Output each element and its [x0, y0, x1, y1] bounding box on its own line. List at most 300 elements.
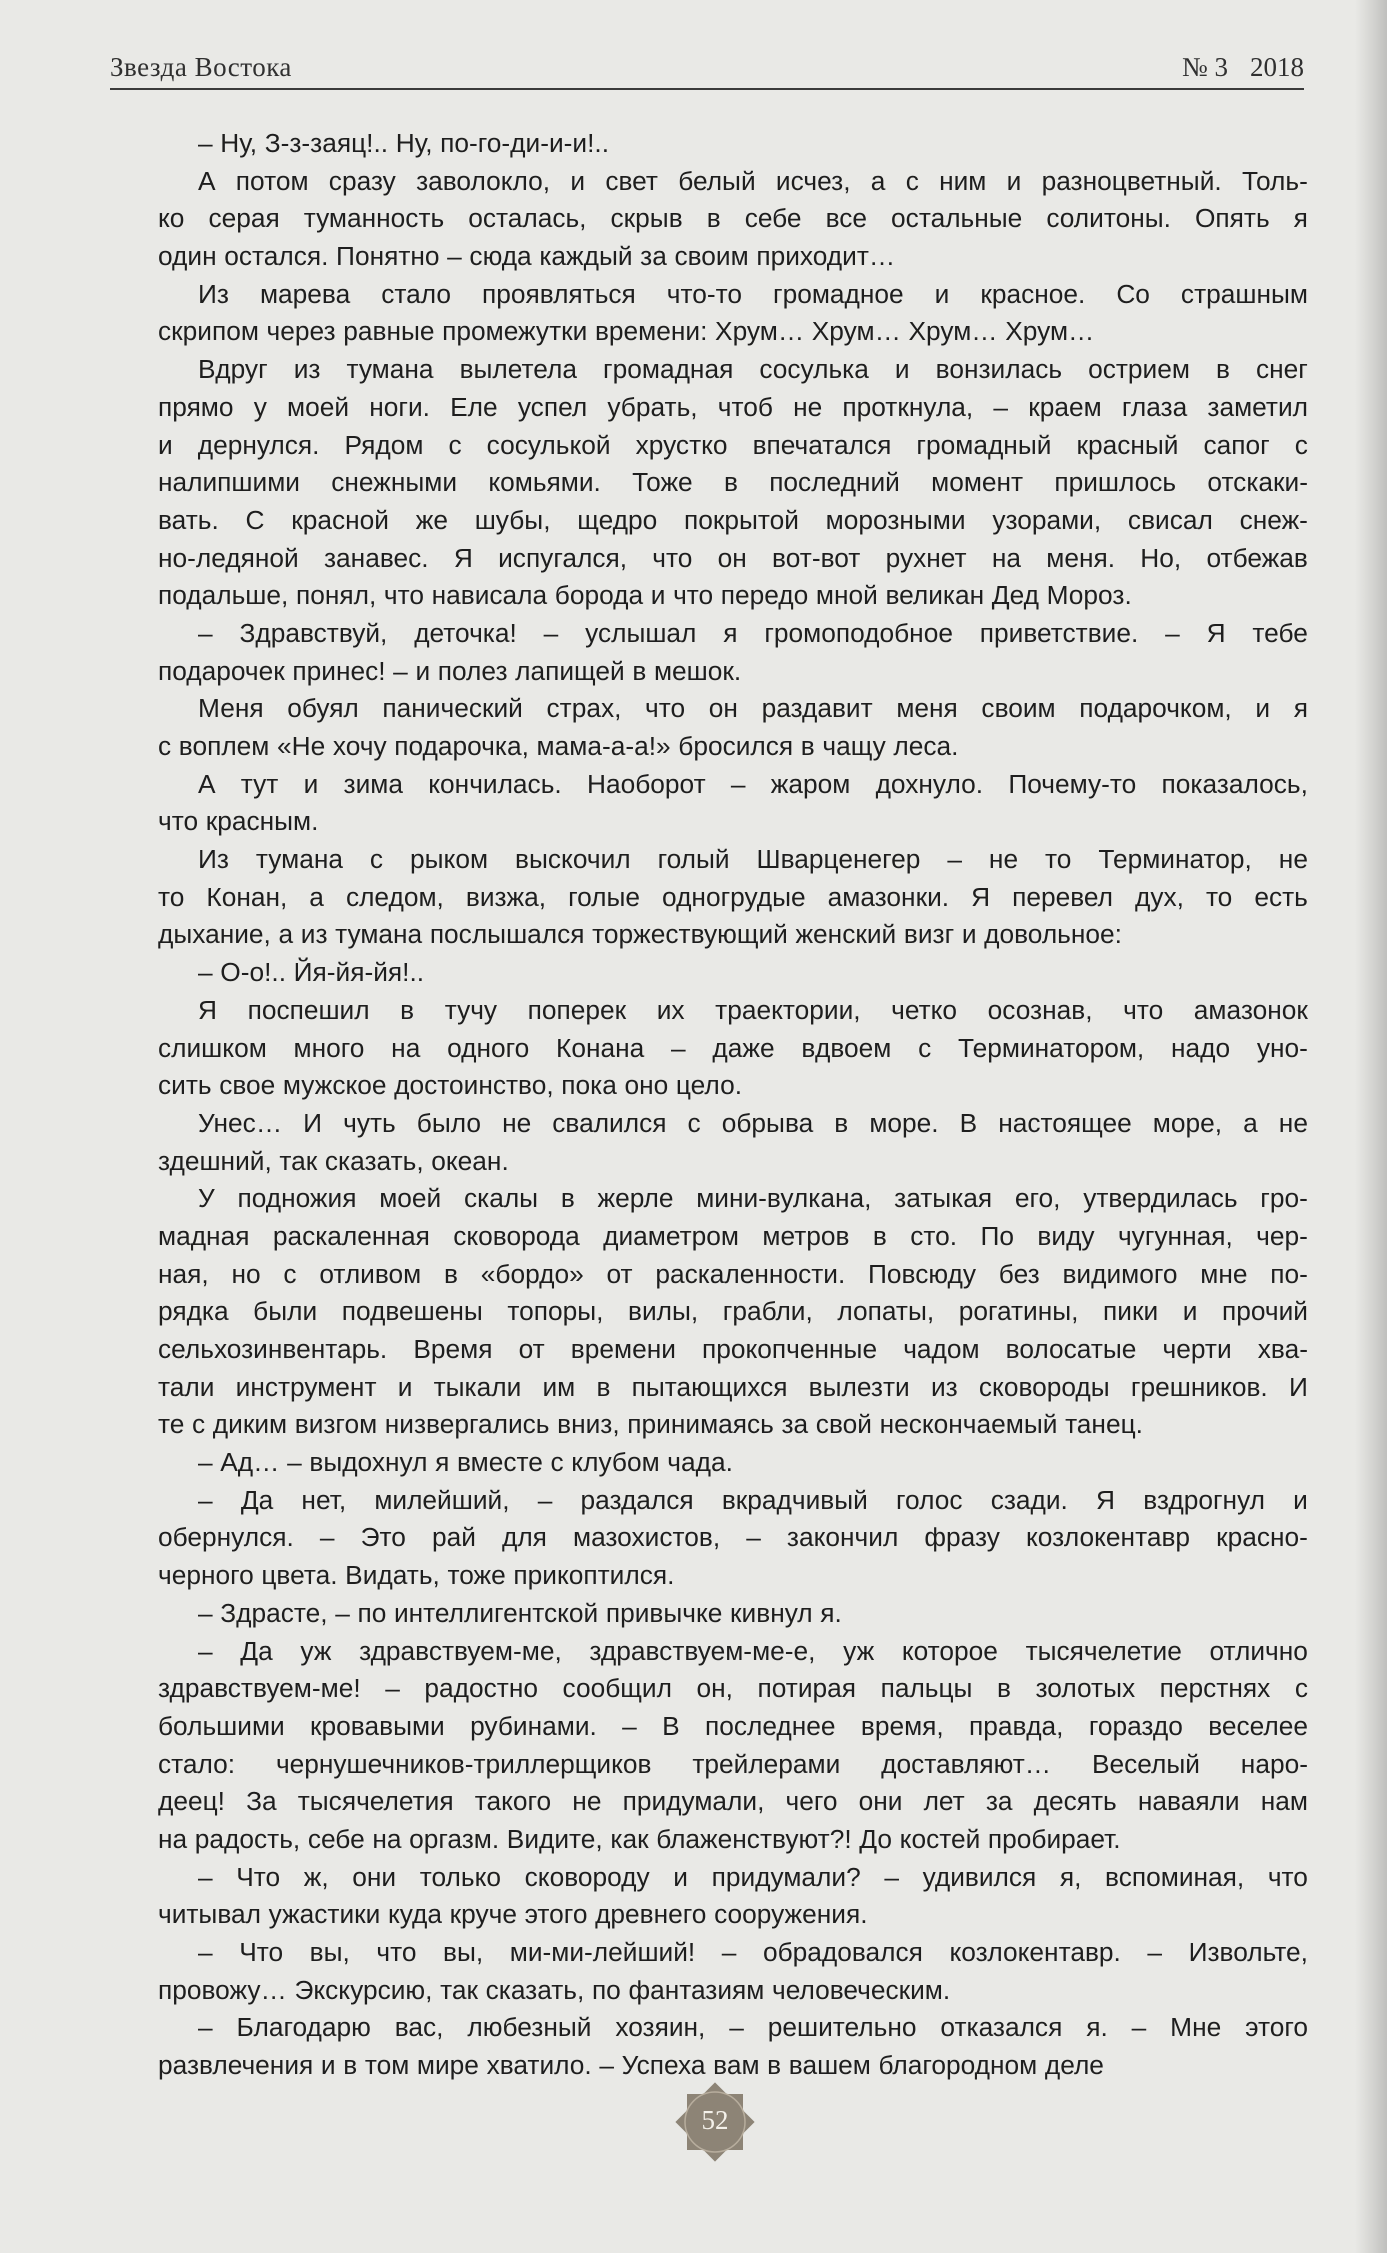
word: в [767, 2050, 782, 2081]
word: и [303, 768, 319, 799]
word: – [198, 617, 213, 648]
word: подарочек [158, 655, 285, 686]
word: и [1006, 165, 1022, 196]
word: заволокло, [416, 165, 551, 196]
word: – [198, 2012, 213, 2043]
paragraph-first-line [158, 276, 1308, 314]
word: лет [923, 1786, 965, 1817]
word: вилы, [627, 1296, 699, 1327]
paragraph-line [158, 238, 1308, 276]
paragraph-line [158, 1369, 1308, 1407]
word: их [656, 994, 685, 1025]
word: и [1255, 693, 1271, 724]
word: Опять [1194, 203, 1270, 234]
word: осталась, [468, 203, 587, 234]
paragraph-line [158, 1708, 1308, 1746]
word: вылезти [808, 1371, 910, 1402]
word: каждый [539, 241, 633, 272]
word: голый [657, 844, 730, 875]
word: и [961, 919, 977, 950]
word: диким [212, 1409, 288, 1440]
word: провожу… [158, 1974, 287, 2005]
word: не [1278, 844, 1308, 875]
word: бросился [678, 731, 794, 761]
word: Я [1206, 617, 1226, 648]
word: туманность [303, 203, 445, 234]
word: женский [795, 919, 897, 950]
word: В [662, 1710, 680, 1741]
word: довольное: [984, 919, 1122, 950]
word: раскаленности. [655, 1258, 846, 1289]
word: меня. [1046, 542, 1116, 573]
word: Вдруг [198, 354, 268, 385]
word: что [1267, 1861, 1308, 1892]
word: красно- [1216, 1522, 1308, 1553]
word: панический [382, 693, 523, 724]
word: любезный [467, 2012, 592, 2043]
word: глаза [1121, 391, 1188, 422]
word: жерле [597, 1183, 674, 1214]
word: я [1293, 203, 1308, 234]
word: тумана [346, 354, 434, 385]
word: от [518, 1334, 545, 1364]
word: Терминатором, [958, 1032, 1145, 1063]
word: раздался [580, 1484, 694, 1515]
word: снег [1255, 354, 1308, 385]
word: марева [259, 278, 351, 309]
word: равные [343, 316, 435, 347]
word: – [730, 768, 746, 799]
word: «Не [277, 731, 326, 761]
word: деточка! [414, 617, 517, 648]
word: Да [240, 1484, 274, 1515]
paragraph-line [158, 879, 1308, 917]
word: исчез, [775, 165, 851, 196]
word: визгом [294, 1409, 378, 1440]
word: сковорода [453, 1220, 580, 1251]
word: мама-а-а!» [536, 731, 671, 761]
paragraph-line [158, 1218, 1308, 1256]
word: такого [474, 1786, 552, 1817]
word: пока [561, 1070, 617, 1101]
word: в [1215, 354, 1230, 385]
word: приходит… [756, 241, 896, 272]
word: утвердилась [1083, 1183, 1238, 1214]
word: Ну, [220, 128, 258, 158]
paragraph-line [158, 1067, 1308, 1105]
word: Извольте, [1188, 1937, 1308, 1967]
word: радость, [194, 1823, 301, 1854]
word: трейлерами [692, 1748, 841, 1779]
word: поперек [527, 994, 627, 1025]
word: золотых [1035, 1673, 1136, 1704]
word: вдвоем [801, 1032, 892, 1063]
word: чугунная, [1117, 1220, 1233, 1251]
word: Рядом [344, 429, 424, 460]
word: показалось, [1161, 768, 1308, 799]
word: так [440, 1974, 478, 2005]
paragraph-first-line [158, 954, 1308, 992]
word: моей [287, 391, 350, 422]
word: тоже [447, 1560, 506, 1591]
word: Видите, [506, 1823, 603, 1854]
word: этого [1245, 2012, 1308, 2043]
word: занавес. [323, 542, 429, 573]
word: раскаленная [272, 1220, 430, 1251]
word: клубом [571, 1447, 660, 1478]
word: не [572, 1786, 602, 1817]
paragraph-line [158, 389, 1308, 427]
word: кровавыми [310, 1710, 445, 1741]
word: амазонки. [827, 881, 950, 912]
word: лопаты, [837, 1296, 935, 1327]
word: времени [570, 1334, 676, 1364]
word: приветствие. [979, 617, 1139, 648]
word: большими [158, 1710, 285, 1741]
paragraph-first-line [158, 841, 1308, 879]
word: громадная [603, 354, 734, 385]
word: радостно [424, 1673, 538, 1704]
word: прокопченные [702, 1334, 878, 1364]
word: вы, [309, 1937, 350, 1967]
word: океан. [431, 1145, 509, 1176]
word: потом [235, 165, 309, 196]
word: доставляют… [881, 1748, 1052, 1779]
word: пытающихся [631, 1371, 788, 1402]
word: тысячелетие [1025, 1635, 1182, 1666]
word: они [858, 1786, 903, 1817]
issue-year: 2018 [1250, 52, 1304, 82]
word: принес! [292, 655, 386, 686]
word: волосатые [1005, 1334, 1137, 1364]
word: те [158, 1409, 185, 1440]
word: сковороду [524, 1861, 650, 1892]
word: Ну, [395, 128, 433, 158]
word: красным. [205, 806, 319, 837]
word: чуть [343, 1107, 396, 1138]
word: надо [1170, 1032, 1231, 1063]
issue-info [1182, 52, 1304, 83]
paragraph-first-line [158, 1595, 1308, 1633]
word: меня [896, 693, 958, 724]
word: тучу [444, 994, 498, 1025]
word: Со [1116, 278, 1150, 309]
word: отскаки- [1207, 467, 1308, 498]
word: ним [939, 165, 987, 196]
word: Да [240, 1635, 273, 1666]
word: прочий [1221, 1296, 1308, 1327]
word: снежными [331, 467, 458, 498]
word: блаженствуют?! [656, 1823, 852, 1854]
word: он [708, 693, 738, 724]
word: А [198, 768, 216, 799]
word: Толь- [1241, 165, 1308, 196]
word: Что [239, 1937, 284, 1967]
word: О-о!.. [220, 957, 287, 988]
word: мне [1200, 1258, 1248, 1289]
word: вместе [456, 1447, 543, 1478]
word: А [198, 165, 216, 196]
word: и [894, 354, 910, 385]
word: своим [981, 693, 1056, 724]
word: – [198, 1597, 213, 1628]
word: принимаясь [627, 1409, 774, 1440]
word: тыкали [433, 1371, 522, 1402]
word: тут [240, 768, 279, 799]
word: он, [696, 1673, 733, 1704]
word: подарочком, [1079, 693, 1232, 724]
word: стало: [158, 1748, 236, 1779]
word: прямо [158, 391, 234, 422]
word: Веселый [1091, 1748, 1200, 1779]
word: отливом [319, 1258, 422, 1289]
word: последнее [705, 1710, 836, 1741]
word: рыком [410, 844, 489, 875]
running-header [110, 48, 1304, 90]
word: налипшими [158, 467, 300, 498]
word: белый [678, 165, 756, 196]
word: отлично [1209, 1635, 1308, 1666]
word: амазонок [1193, 994, 1308, 1025]
word: борода [554, 580, 644, 611]
paragraph-line [158, 540, 1308, 578]
word: свой [815, 1409, 872, 1440]
word: в [834, 1107, 849, 1138]
word: шубы, [474, 504, 551, 535]
word: – [1165, 617, 1180, 648]
paragraph-line [158, 803, 1308, 841]
word: – [1131, 2012, 1147, 2043]
word: в [444, 1258, 458, 1289]
word: перстнях [1159, 1673, 1271, 1704]
word: гро- [1260, 1183, 1308, 1214]
word: голос [896, 1484, 963, 1515]
paragraph-line [158, 728, 1308, 766]
word: удивился [922, 1861, 1037, 1892]
word: нависала [431, 580, 548, 611]
word: есть [1254, 881, 1308, 912]
word: вам [713, 2050, 760, 2081]
word: с [1294, 429, 1308, 460]
word: воплем [178, 731, 270, 761]
paragraph-line [158, 427, 1308, 465]
paragraph-first-line [158, 1482, 1308, 1520]
word: черного [158, 1560, 254, 1591]
word: тебе [1252, 617, 1308, 648]
word: – [993, 391, 1009, 422]
paragraph-line [158, 653, 1308, 691]
word: испугался, [498, 542, 628, 573]
word: то [1045, 844, 1072, 875]
word: здравствуем-ме! [158, 1673, 361, 1704]
word: подальше, [158, 580, 289, 611]
word: красной [291, 504, 389, 535]
word: видимого [1062, 1258, 1178, 1289]
word: сосулькой [486, 429, 611, 460]
word: в [343, 2050, 358, 2081]
word: с [918, 1032, 932, 1063]
word: З-з-заяц!.. [264, 128, 389, 158]
paragraph-first-line [158, 1934, 1308, 1972]
word: мазохистов, [572, 1522, 721, 1553]
word: – [198, 1937, 213, 1967]
word: человеческим. [772, 1974, 951, 2005]
word: кивнул [730, 1597, 813, 1628]
word: Я [1096, 1484, 1116, 1515]
word: а [309, 881, 324, 912]
word: торжествующий [592, 919, 788, 950]
journal-title: Звезда Востока [110, 52, 292, 82]
word: оргазм. [409, 1823, 500, 1854]
word: последний [769, 467, 900, 498]
word: вспоминая, [1105, 1861, 1245, 1892]
word: передо [720, 580, 809, 611]
word: поспешил [247, 994, 370, 1025]
word: свое [219, 1070, 276, 1101]
word: заметил [1207, 391, 1308, 422]
word: в [872, 1220, 887, 1251]
page-edge-shadow [1355, 0, 1387, 2253]
word: цвета. [261, 1560, 338, 1591]
word: времени: [594, 316, 708, 347]
word: уно- [1256, 1032, 1308, 1063]
word: проткнула, [842, 391, 974, 422]
word: Мороз. [1046, 580, 1132, 611]
word: хрустко [635, 429, 728, 460]
word: тумана [255, 844, 343, 875]
word: солитоны. [1046, 203, 1171, 234]
word: ноги. [369, 391, 430, 422]
word: траектории, [715, 994, 861, 1025]
word: Здравствуй, [239, 617, 388, 648]
word: за [640, 241, 667, 272]
word: сто. [910, 1220, 958, 1251]
word: – [537, 1484, 553, 1515]
word: грабли, [722, 1296, 813, 1327]
word: наваяли [1137, 1786, 1240, 1817]
word: Здрасте, [220, 1597, 328, 1628]
word: краем [1028, 391, 1102, 422]
word: – [947, 844, 962, 875]
word: вас, [394, 2012, 444, 2043]
word: чадом [903, 1334, 980, 1364]
word: но-ледяной [158, 542, 299, 573]
word: танец. [1065, 1409, 1143, 1440]
page-number: 52 [701, 2105, 729, 2135]
word: вать. [158, 504, 219, 535]
word: я. [1086, 2012, 1108, 2043]
word: из [930, 1371, 958, 1402]
paragraph-line [158, 1821, 1308, 1859]
word: с [192, 1409, 206, 1440]
issue-number: № 3 [1181, 52, 1228, 82]
word: Время [413, 1334, 493, 1364]
word: Наоборот [586, 768, 706, 799]
word: рядка [158, 1296, 229, 1327]
word: Видать, [345, 1560, 440, 1591]
word: вот-вот [772, 542, 861, 573]
word: и [934, 278, 950, 309]
word: так [279, 1145, 318, 1176]
word: снеж- [1239, 504, 1308, 535]
word: а [278, 919, 294, 950]
word: понял, [295, 580, 377, 611]
paragraph-first-line [158, 1444, 1308, 1482]
word: мной [815, 580, 878, 611]
word: зима [343, 768, 403, 799]
word: Тоже [632, 467, 693, 498]
word: костей [899, 1823, 981, 1854]
word: здравствуем-ме-е, [589, 1635, 816, 1666]
word: Хрум… [811, 316, 901, 347]
word: остальные [891, 203, 1023, 234]
word: правда, [969, 1710, 1064, 1741]
word: на [391, 1032, 421, 1063]
word: что [673, 580, 714, 611]
word: гораздо [1088, 1710, 1183, 1741]
word: море, [1152, 1107, 1223, 1138]
word: жаром [770, 768, 851, 799]
word: вонзилась [935, 354, 1063, 385]
word: Я [453, 542, 473, 573]
word: фразу [924, 1522, 1000, 1553]
word: проявляться [481, 278, 636, 309]
word: благородном [878, 2050, 1038, 2081]
word: сказать, [485, 1974, 585, 2005]
word: за [781, 1409, 809, 1440]
word: один [158, 241, 217, 272]
word: вздрогнул [1143, 1484, 1265, 1515]
word: страх, [546, 693, 622, 724]
word: и [673, 1861, 688, 1892]
word: скрыв [610, 203, 683, 234]
word: милейший, [374, 1484, 510, 1515]
word: – [198, 1635, 213, 1666]
word: интеллигентской [393, 1597, 599, 1628]
word: сооружения. [714, 1899, 868, 1930]
word: Понятно [336, 241, 440, 272]
word: У [198, 1183, 215, 1214]
paragraph-line [158, 1406, 1308, 1444]
paragraph-line [158, 1143, 1308, 1181]
word: Хрум… [1005, 316, 1095, 347]
word: Я [971, 881, 991, 912]
word: серая [208, 203, 280, 234]
word: одного [447, 1032, 530, 1063]
word: отбежав [1206, 542, 1308, 573]
word: нескончаемый [879, 1409, 1058, 1440]
paragraph-first-line [158, 1633, 1308, 1671]
word: разноцветный. [1041, 165, 1222, 196]
word: том [364, 2050, 410, 2081]
word: только [419, 1861, 502, 1892]
word: – [385, 1673, 400, 1704]
word: оно [624, 1070, 669, 1101]
word: фантазиям [628, 1974, 765, 2005]
word: морозными [825, 504, 966, 535]
word: потирая [757, 1673, 857, 1704]
word: своим [674, 241, 749, 272]
word: они [352, 1861, 397, 1892]
word: развлечения [158, 2050, 314, 2081]
word: Унес… [198, 1107, 283, 1138]
word: цело. [675, 1070, 742, 1101]
word: «бордо» [480, 1258, 584, 1289]
word: – [198, 1861, 213, 1892]
word: я [723, 617, 738, 648]
paragraph-first-line [158, 1105, 1308, 1143]
word: Конана [556, 1032, 645, 1063]
